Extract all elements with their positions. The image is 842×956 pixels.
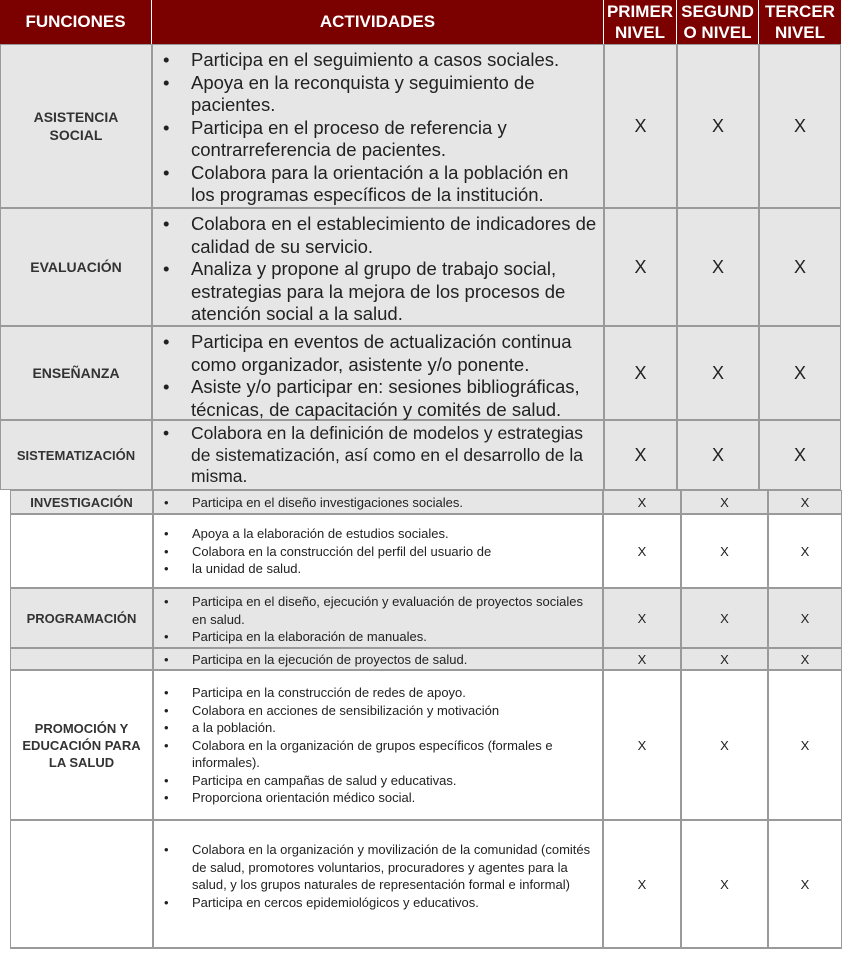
- function-cell-programacion: [10, 588, 153, 648]
- activity-list: [163, 49, 597, 207]
- mark-x: X: [711, 115, 724, 136]
- mark-primer-nivel: [603, 514, 681, 588]
- activities-cell-promocion-educacion: [153, 670, 603, 820]
- mark-x: X: [720, 651, 729, 667]
- activities-cell-movilizacion-comunidad: [153, 820, 603, 948]
- header-funciones: [0, 0, 152, 44]
- mark-primer-nivel: [604, 208, 677, 326]
- mark-x: X: [720, 543, 729, 559]
- table-bottom-rule: [10, 947, 842, 949]
- activity-item: • Participa en el seguimiento a casos sociales.: [163, 49, 597, 72]
- mark-x: X: [793, 115, 806, 136]
- mark-segundo-nivel: [681, 820, 768, 948]
- function-label: PROMOCIÓN Y: [34, 720, 129, 736]
- header-segundo-line2: O NIVEL: [683, 23, 752, 42]
- mark-x: X: [720, 876, 729, 892]
- activities-cell-estudios-sociales: [153, 514, 603, 588]
- activity-list: [163, 213, 597, 326]
- function-cell-evaluacion: [0, 208, 152, 326]
- mark-x: X: [637, 876, 647, 892]
- function-cell-empty: [10, 648, 153, 670]
- activity-list: [164, 841, 596, 911]
- mark-x: X: [800, 543, 810, 559]
- mark-primer-nivel: [603, 588, 681, 648]
- function-cell-empty: [10, 820, 153, 948]
- mark-segundo-nivel: [681, 648, 768, 670]
- mark-x: X: [793, 362, 806, 383]
- mark-primer-nivel: [603, 820, 681, 948]
- mark-segundo-nivel: [681, 588, 768, 648]
- function-cell-ensenanza: [0, 326, 152, 420]
- mark-tercer-nivel: [768, 588, 842, 648]
- mark-tercer-nivel: [768, 648, 842, 670]
- activities-cell-ejecucion-proyectos: [153, 648, 603, 670]
- function-cell-promocion-educacion: [10, 670, 153, 820]
- mark-segundo-nivel: [677, 208, 759, 326]
- activities-cell-ensenanza: [152, 326, 604, 420]
- activity-item: • Participa en el proceso de referencia y contrarreferencia de pacientes.: [163, 117, 597, 162]
- activity-item: • Colabora para la orientación a la población en los programas específicos de la institución.: [163, 162, 597, 207]
- mark-x: X: [637, 543, 647, 559]
- mark-x: X: [720, 610, 729, 626]
- header-primer-line1: PRIMER: [606, 2, 674, 21]
- mark-primer-nivel: [604, 326, 677, 420]
- mark-x: X: [634, 362, 647, 383]
- mark-x: X: [720, 737, 729, 753]
- function-cell-empty: [10, 514, 153, 588]
- activity-item: • Participa en la construcción de redes de apoyo.: [164, 684, 596, 702]
- activity-item: • Colabora en el establecimiento de indicadores de calidad de su servicio.: [163, 213, 597, 258]
- mark-x: X: [793, 444, 806, 465]
- mark-x: X: [711, 256, 724, 277]
- header-segundo-line1: SEGUND: [681, 2, 754, 21]
- mark-x: X: [637, 651, 647, 667]
- activity-item: • a la población.: [164, 719, 596, 737]
- activity-item: • Colabora en acciones de sensibilización y motivación: [164, 702, 596, 720]
- mark-tercer-nivel: [759, 326, 841, 420]
- mark-tercer-nivel: [768, 820, 842, 948]
- activity-item: • Colabora en la organización de grupos específicos (formales e informales).: [164, 737, 596, 772]
- mark-x: X: [800, 651, 810, 667]
- function-label: SISTEMATIZACIÓN: [16, 447, 136, 463]
- activity-list: [163, 331, 597, 421]
- function-label: ENSEÑANZA: [32, 365, 120, 381]
- mark-x: X: [637, 494, 647, 510]
- activity-item: • la unidad de salud.: [164, 560, 596, 578]
- activity-item: • Colabora en la construcción del perfil del usuario de: [164, 543, 596, 561]
- header-tercer-line2: NIVEL: [774, 23, 826, 42]
- activity-item: • Participa en la ejecución de proyectos de salud.: [164, 651, 596, 669]
- mark-x: X: [634, 115, 647, 136]
- activity-list: [164, 494, 596, 512]
- function-label: ASISTENCIA: [33, 109, 119, 125]
- header-actividades-label: ACTIVIDADES: [319, 12, 436, 31]
- mark-x: X: [634, 256, 647, 277]
- header-tercer-line1: TERCER: [765, 2, 835, 21]
- header-segundo-nivel: [677, 0, 759, 44]
- mark-x: X: [800, 610, 810, 626]
- mark-x: X: [634, 444, 647, 465]
- header-actividades: [152, 0, 604, 44]
- activity-item: • Participa en el diseño, ejecución y evaluación de proyectos sociales en salud.: [164, 593, 596, 628]
- activity-item: • Participa en la elaboración de manuales.: [164, 628, 596, 646]
- header-primer-line2: NIVEL: [614, 23, 666, 42]
- mark-segundo-nivel: [677, 420, 759, 490]
- activity-list: [163, 423, 597, 488]
- mark-x: X: [793, 256, 806, 277]
- mark-primer-nivel: [603, 490, 681, 514]
- mark-segundo-nivel: [681, 670, 768, 820]
- mark-primer-nivel: [604, 44, 677, 208]
- activity-item: • Participa en campañas de salud y educativas.: [164, 772, 596, 790]
- activity-item: • Colabora en la organización y movilización de la comunidad (comités de salud, promotores voluntarios, procuradores y agentes para la salud, y los grupos naturales de representación formal e informal): [164, 841, 596, 894]
- header-primer-nivel: [604, 0, 677, 44]
- mark-segundo-nivel: [677, 44, 759, 208]
- activity-list: [164, 684, 596, 807]
- function-label: INVESTIGACIÓN: [30, 494, 133, 510]
- function-label: SOCIAL: [49, 127, 103, 143]
- function-cell-asistencia-social: [0, 44, 152, 208]
- header-funciones-label: FUNCIONES: [25, 12, 126, 31]
- header-tercer-nivel: [759, 0, 841, 44]
- activity-item: • Asiste y/o participar en: sesiones bibliográficas, técnicas, de capacitación y comités de salud.: [163, 376, 597, 421]
- activity-item: • Proporciona orientación médico social.: [164, 789, 596, 807]
- mark-x: X: [800, 737, 810, 753]
- activity-item: • Apoya en la reconquista y seguimiento de pacientes.: [163, 72, 597, 117]
- activity-item: • Apoya a la elaboración de estudios sociales.: [164, 525, 596, 543]
- activity-list: [164, 593, 596, 646]
- activity-list: [164, 525, 596, 578]
- activity-item: • Analiza y propone al grupo de trabajo social, estrategias para la mejora de los procesos de atención social a la salud.: [163, 258, 597, 326]
- mark-segundo-nivel: [681, 514, 768, 588]
- mark-tercer-nivel: [768, 514, 842, 588]
- function-label: PROGRAMACIÓN: [26, 610, 137, 626]
- activity-item: • Participa en cercos epidemiológicos y educativos.: [164, 894, 596, 912]
- mark-primer-nivel: [603, 670, 681, 820]
- activities-cell-asistencia-social: [152, 44, 604, 208]
- function-cell-sistematizacion: [0, 420, 152, 490]
- activities-cell-investigacion: [153, 490, 603, 514]
- mark-tercer-nivel: [768, 490, 842, 514]
- mark-tercer-nivel: [759, 420, 841, 490]
- mark-x: X: [637, 610, 647, 626]
- mark-primer-nivel: [603, 648, 681, 670]
- mark-x: X: [711, 444, 724, 465]
- activity-list: [164, 651, 596, 669]
- mark-x: X: [637, 737, 647, 753]
- mark-segundo-nivel: [681, 490, 768, 514]
- function-label: LA SALUD: [48, 754, 115, 770]
- activity-item: • Participa en el diseño investigaciones sociales.: [164, 494, 596, 512]
- function-cell-investigacion: [10, 490, 153, 514]
- mark-x: X: [720, 494, 729, 510]
- mark-x: X: [800, 876, 810, 892]
- mark-tercer-nivel: [759, 44, 841, 208]
- mark-tercer-nivel: [759, 208, 841, 326]
- mark-x: X: [711, 362, 724, 383]
- activities-cell-evaluacion: [152, 208, 604, 326]
- function-label: EVALUACIÓN: [30, 259, 122, 275]
- function-label: EDUCACIÓN PARA: [22, 737, 141, 753]
- activity-item: • Participa en eventos de actualización continua como organizador, asistente y/o ponente.: [163, 331, 597, 376]
- activities-cell-sistematizacion: [152, 420, 604, 490]
- mark-segundo-nivel: [677, 326, 759, 420]
- mark-primer-nivel: [604, 420, 677, 490]
- activities-cell-programacion: [153, 588, 603, 648]
- activity-item: • Colabora en la definición de modelos y estrategias de sistematización, así como en el desarrollo de la misma.: [163, 423, 597, 488]
- mark-tercer-nivel: [768, 670, 842, 820]
- mark-x: X: [800, 494, 810, 510]
